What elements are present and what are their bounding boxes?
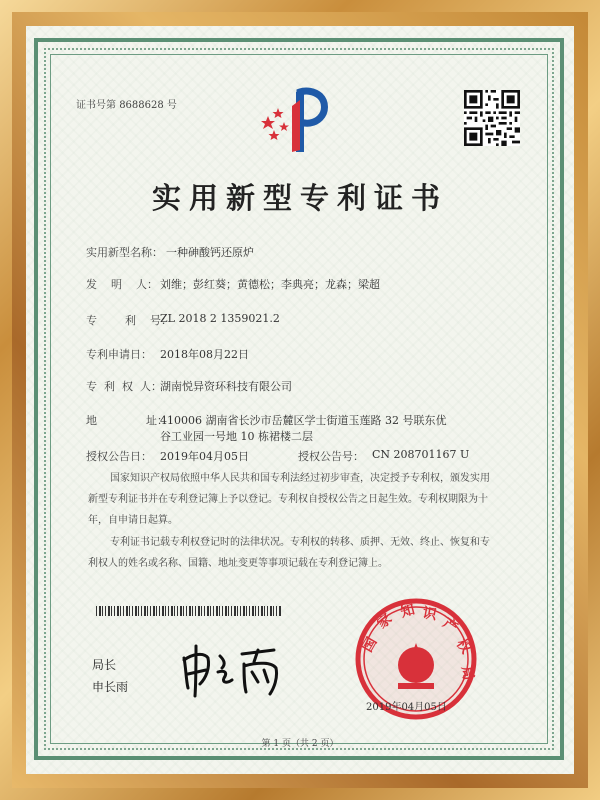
svg-text:识: 识 — [421, 605, 438, 624]
inventors-label: 发 明 人： — [86, 278, 158, 291]
filing-date-label: 专利申请日： — [86, 348, 152, 361]
barcode — [96, 606, 282, 616]
director-title: 局长 — [92, 658, 117, 672]
utility-model-name-value: 一种砷酸钙还原炉 — [166, 246, 254, 259]
grant-number-value: CN 208701167 U — [372, 448, 470, 461]
certificate-number-label: 证书号第 — [76, 100, 116, 111]
inventors-value: 刘维；彭红葵；黄德松；李典亮；龙森；梁超 — [160, 278, 380, 291]
patentee-value: 湖南悦异资环科技有限公司 — [160, 380, 292, 393]
legal-paragraph-1-line3: 年，自申请日起算。 — [88, 515, 178, 526]
grant-date-label: 授权公告日： — [86, 450, 152, 463]
certificate-number-suffix: 号 — [166, 100, 177, 111]
legal-paragraph-1-line1: 国家知识产权局依照中华人民共和国专利法经过初步审查，决定授予专利权，颁发实用 — [110, 473, 490, 484]
grant-date-value: 2019年04月05日 — [160, 450, 249, 463]
utility-model-name-label: 实用新型名称： — [86, 246, 163, 259]
legal-paragraph-2-line2: 利权人的姓名或名称、国籍、地址变更等事项记载在专利登记簿上。 — [88, 558, 388, 569]
address-value-line1: 410006 湖南省长沙市岳麓区学士街道玉莲路 32 号联东优 — [160, 414, 447, 427]
patentee-label: 专 利 权 人： — [86, 380, 162, 393]
patent-number-value: ZL 2018 2 1359021.2 — [160, 312, 280, 325]
patent-number-label: 专 利 号： — [86, 314, 172, 327]
address-label: 地 址： — [86, 414, 168, 427]
svg-text:局: 局 — [458, 664, 477, 682]
legal-paragraph-2-line1: 专利证书记载专利权登记时的法律状况。专利权的转移、质押、无效、终止、恢复和专 — [110, 537, 490, 548]
director-name: 申长雨 — [92, 680, 129, 694]
address-value-line2: 谷工业园一号地 10 栋裙楼二层 — [160, 430, 313, 443]
legal-paragraph-1-line2: 新型专利证书并在专利登记簿上予以登记。专利权自授权公告之日起生效。专利权期限为十 — [88, 494, 488, 505]
page-footer: 第 1 页（共 2 页） — [261, 739, 339, 749]
svg-text:权: 权 — [452, 636, 474, 657]
svg-text:产: 产 — [439, 615, 461, 637]
svg-text:家: 家 — [374, 610, 396, 633]
certificate-number — [76, 96, 177, 111]
patent-office-logo — [256, 86, 348, 158]
filing-date-value: 2018年08月22日 — [160, 348, 249, 361]
director-signature — [178, 638, 298, 698]
qr-code — [464, 90, 520, 146]
svg-text:国: 国 — [359, 634, 381, 655]
certificate-title: 实用新型专利证书 — [151, 181, 448, 215]
svg-text:知: 知 — [398, 601, 417, 621]
grant-number-label: 授权公告号： — [298, 450, 364, 463]
seal-date: 2019年04月05日 — [366, 702, 447, 713]
certificate-number-value: 8688628 — [119, 100, 164, 111]
